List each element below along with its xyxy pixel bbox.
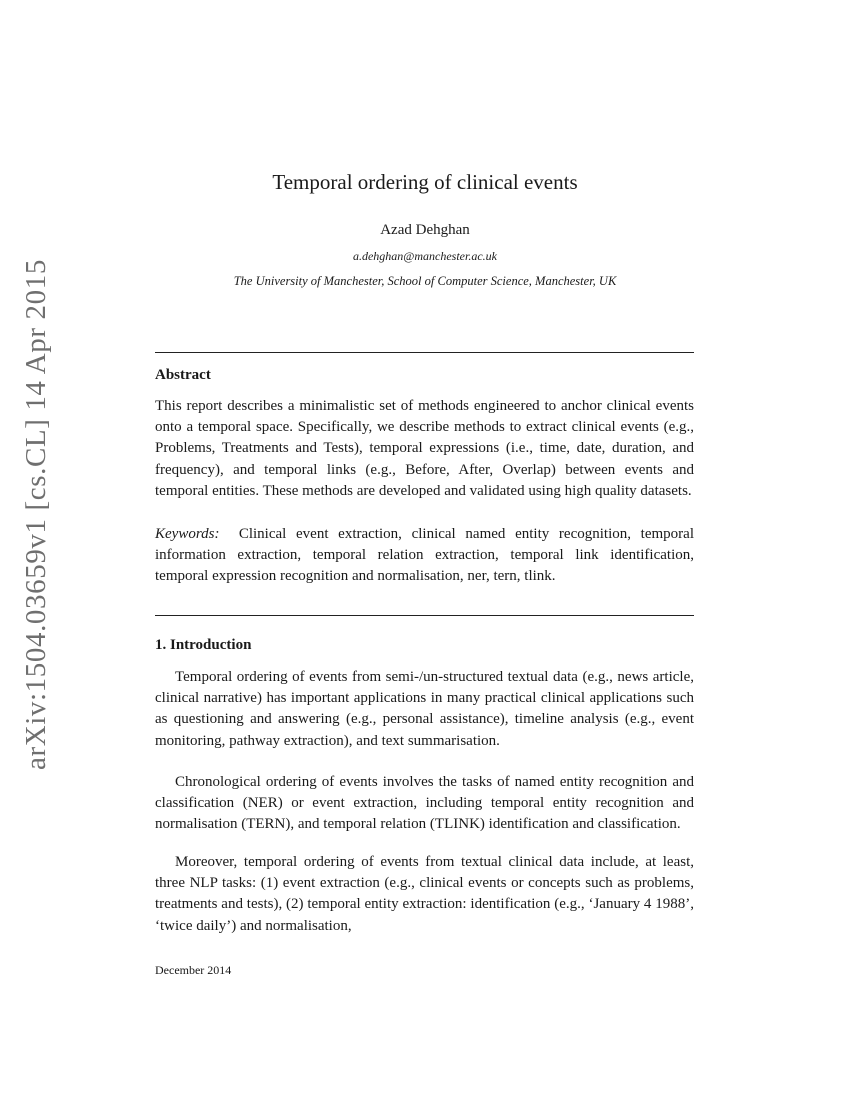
abstract-top-rule: [155, 352, 694, 353]
author-name: Azad Dehghan: [380, 222, 470, 238]
abstract-heading: Abstract: [155, 367, 211, 383]
intro-paragraph: Chronological ordering of events involves the tasks of named entity recognition and classification (NER) or event extraction, including temporal entity recognition and normalisation (TERN), and temporal relation (TLINK) identification and classification.: [155, 774, 694, 833]
intro-paragraph: Temporal ordering of events from semi-/un-structured textual data (e.g., news article, clinical narrative) has important applications in many practical clinical applications such as questioning and answering (e.g., personal assistance), timeline analysis (e.g., event monitoring, pathway extraction), and text summarisation.: [155, 669, 694, 749]
author-email: a.dehghan@manchester.ac.uk: [352, 249, 497, 263]
paper-title: Temporal ordering of clinical events: [272, 170, 578, 194]
keywords-list: Clinical event extraction, clinical named entity recognition, temporal information extraction, temporal relation extraction, temporal link identification, temporal expression recognition and normalisation, ner, tern, tlink.: [155, 526, 694, 585]
keywords-label: Keywords:: [155, 526, 220, 542]
keywords: [155, 524, 694, 588]
footer-date: December 2014: [155, 963, 232, 977]
intro-paragraph: Moreover, temporal ordering of events from textual clinical data include, at least, three NLP tasks: (1) event extraction (e.g., clinical events or concepts such as problems, treatments and tests), (2) temporal entity extraction: identification (e.g., ‘January 4 1988’, ‘twice daily’) and normalisation,: [155, 854, 694, 934]
arxiv-identifier-stamp: arXiv:1504.03659v1 [cs.CL] 14 Apr 2015: [20, 259, 52, 770]
abstract-bottom-rule: [155, 615, 694, 616]
abstract-text: This report describes a minimalistic set of methods engineered to anchor clinical events onto a temporal space. Specifically, we describe methods to extract clinical events (e.g., Problems, Treatments and Tests), temporal expressions (i.e., time, date, duration, and frequency), and temporal links (e.g., Before, After, Overlap) between events and temporal entities. These methods are developed and validated using high quality datasets.: [155, 398, 694, 499]
introduction-heading: 1. Introduction: [155, 637, 252, 653]
author-affiliation: The University of Manchester, School of Computer Science, Manchester, UK: [233, 274, 617, 288]
